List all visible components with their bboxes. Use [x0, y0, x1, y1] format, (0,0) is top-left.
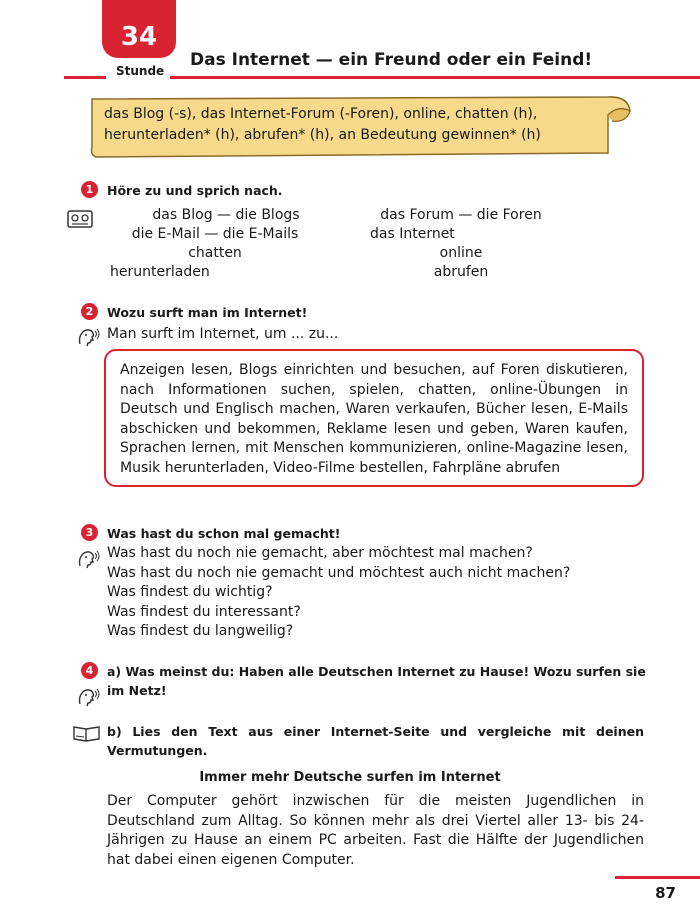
- vocab-item: abrufen: [433, 264, 489, 280]
- question: Was hast du noch nie gemacht, aber möchtest mal machen?: [107, 545, 533, 561]
- question: Was findest du wichtig?: [107, 584, 273, 600]
- task-4a-instruction: a) Was meinst du: Haben alle Deutschen Internet zu Hause! Wozu surfen sie im Netz!: [107, 664, 646, 698]
- vocab-item: das Blog — die Blogs: [152, 207, 300, 223]
- speaking-head-icon: [76, 686, 100, 708]
- text-title: Immer mehr Deutsche surfen im Internet: [199, 770, 501, 785]
- footer-rule: [615, 876, 700, 879]
- vocab-item: online: [439, 245, 483, 261]
- vocab-item: die E-Mail — die E-Mails: [131, 226, 299, 242]
- vocab-item: chatten: [188, 245, 242, 261]
- lesson-number: 34: [120, 22, 158, 52]
- question: Was findest du interessant?: [107, 603, 301, 620]
- task-4b-instruction: b) Lies den Text aus einer Internet-Seite und vergleiche mit deinen Vermutungen.: [107, 724, 644, 758]
- open-book-icon: [72, 724, 102, 744]
- task-1-right-column: [366, 206, 556, 282]
- header-rule-left: [64, 76, 106, 79]
- text-body: Der Computer gehört inzwischen für die meisten Jugendlichen in Deutschland zum Alltag. So können mehr als drei Viertel aller 13- bis 24-Jährigen zu Hause an einem PC arbeiten. Fast die Hälfte der Jugendlichen hat dabei einen eigenen Computer.: [107, 793, 644, 868]
- task-2-number: 2: [81, 303, 98, 320]
- vocabulary-banner: [88, 93, 632, 161]
- task-1-instruction: Höre zu und sprich nach.: [107, 183, 283, 198]
- task-1-number: 1: [81, 181, 98, 198]
- vocabulary-text: das Blog (-s), das Internet-Forum (-Foren), online, chatten (h), herunterladen* (h), abrufen* (h), an Bedeutung gewinnen* (h): [104, 106, 541, 143]
- question: Was hast du noch nie gemacht und möchtest auch nicht machen?: [107, 564, 571, 581]
- phrase-box-text: Anzeigen lesen, Blogs einrichten und besuchen, auf Foren diskutieren, nach Informationen suchen, spielen, chatten, online-Übungen in Deutsch und Englisch machen, Waren verkaufen, Bücher lesen, E-Mails abschicken und bekommen, Reklame lesen und geben, Waren kaufen, Sprachen lernen, mit Menschen kommunizieren, online-Magazine lesen, Musik herunterladen, Video-Filme bestellen, Fahrpläne abrufen: [120, 362, 628, 476]
- task-4-number: 4: [81, 662, 98, 679]
- question: Was findest du langweilig?: [107, 623, 294, 639]
- task-2-prompt: Man surft im Internet, um ... zu...: [107, 326, 339, 342]
- task-3-questions: [107, 544, 570, 642]
- header-rule-right: [170, 76, 700, 79]
- vocab-item: das Internet: [370, 226, 455, 242]
- vocab-item: das Forum — die Foren: [380, 207, 542, 223]
- task-3-instruction: Was hast du schon mal gemacht!: [107, 526, 341, 541]
- page-number: 87: [655, 884, 676, 902]
- cassette-icon: [66, 208, 96, 230]
- phrase-box: [104, 349, 644, 487]
- task-2-instruction: Wozu surft man im Internet!: [107, 305, 308, 320]
- vocab-item: herunterladen: [110, 264, 210, 280]
- page-title: Das Internet — ein Freund oder ein Feind!: [190, 50, 593, 70]
- task-3-number: 3: [81, 524, 98, 541]
- lesson-label: Stunde: [116, 64, 165, 78]
- speaking-head-icon: [76, 326, 100, 348]
- lesson-number-tab: [102, 0, 176, 58]
- speaking-head-icon: [76, 548, 100, 570]
- task-1-left-column: [110, 206, 320, 282]
